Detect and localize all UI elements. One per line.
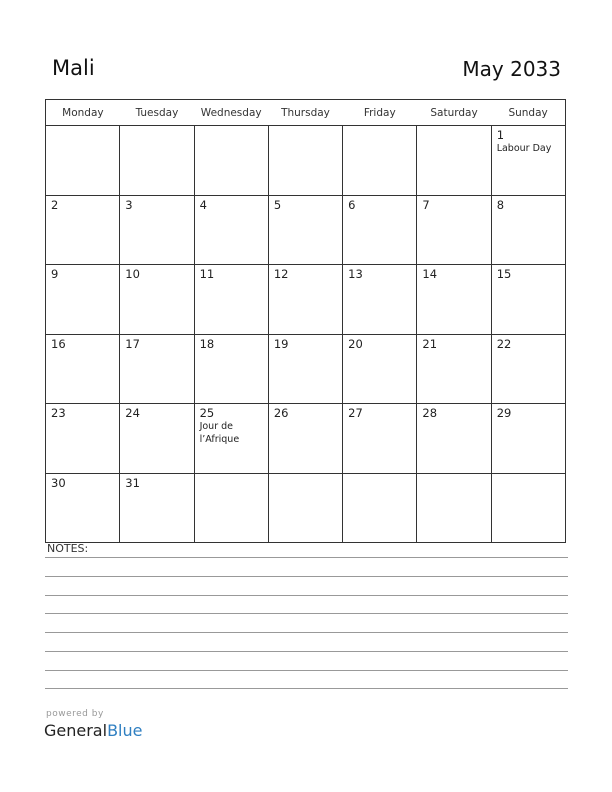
day-cell — [120, 265, 194, 335]
day-number: 8 — [496, 197, 505, 212]
day-cell — [417, 126, 491, 196]
day-number: 12 — [273, 267, 289, 281]
day-number: 1 — [496, 128, 505, 142]
weekday-header: Thursday — [268, 100, 342, 126]
day-number: 19 — [273, 336, 289, 351]
weekday-header: Monday — [46, 100, 120, 126]
day-number: 13 — [348, 267, 363, 281]
day-cell — [194, 195, 268, 265]
week-row — [46, 473, 566, 543]
day-cell — [417, 265, 491, 335]
weekday-header: Saturday — [417, 100, 491, 126]
day-cell — [194, 404, 268, 474]
day-cell — [120, 334, 194, 404]
country-title: Mali — [52, 56, 95, 80]
note-line — [45, 557, 568, 558]
day-number: 9 — [51, 267, 59, 281]
day-cell — [120, 473, 194, 543]
week-row — [46, 404, 566, 474]
day-cell — [268, 195, 342, 265]
day-number: 5 — [273, 197, 282, 212]
day-number: 22 — [496, 336, 512, 351]
day-cell — [46, 334, 120, 404]
calendar-grid — [45, 99, 566, 543]
day-cell — [491, 334, 565, 404]
brand-blue: Blue — [107, 721, 143, 740]
day-cell — [194, 126, 268, 196]
day-cell — [268, 404, 342, 474]
week-row — [46, 265, 566, 335]
day-number: 25 — [199, 406, 215, 420]
day-number: 7 — [422, 197, 430, 212]
day-cell — [268, 473, 342, 543]
note-line — [45, 576, 568, 577]
note-line — [45, 651, 568, 652]
day-cell — [268, 265, 342, 335]
day-cell — [120, 126, 194, 196]
day-cell — [268, 334, 342, 404]
day-cell — [343, 126, 417, 196]
note-line — [45, 632, 568, 633]
day-cell — [46, 265, 120, 335]
day-cell — [491, 195, 565, 265]
note-line — [45, 688, 568, 689]
day-cell — [417, 334, 491, 404]
holiday-label: Jour de l’Afrique — [199, 421, 240, 445]
day-cell — [343, 265, 417, 335]
day-cell — [194, 334, 268, 404]
day-number: 3 — [125, 197, 133, 212]
day-cell — [417, 473, 491, 543]
day-number: 17 — [125, 336, 140, 351]
day-number: 2 — [51, 197, 59, 212]
day-number: 24 — [125, 406, 140, 420]
day-cell — [491, 126, 565, 196]
brand-general: General — [44, 721, 108, 740]
month-year-title: May 2033 — [462, 57, 561, 81]
day-cell — [120, 404, 194, 474]
holiday-label: Labour Day — [496, 143, 552, 154]
day-number: 20 — [348, 336, 363, 351]
day-cell — [46, 195, 120, 265]
day-cell — [417, 404, 491, 474]
weekday-header: Wednesday — [194, 100, 268, 126]
week-row — [46, 195, 566, 265]
note-line — [45, 613, 568, 614]
day-cell — [343, 473, 417, 543]
notes-label: NOTES: — [47, 542, 89, 555]
day-number: 27 — [348, 406, 363, 420]
day-number: 15 — [496, 267, 512, 281]
note-line — [45, 595, 568, 596]
day-cell — [343, 334, 417, 404]
day-cell — [46, 126, 120, 196]
weekday-header-row — [46, 100, 566, 126]
day-number: 4 — [199, 197, 207, 212]
week-row — [46, 126, 566, 196]
day-number: 23 — [51, 406, 66, 420]
day-number: 26 — [273, 406, 289, 420]
day-cell — [491, 265, 565, 335]
day-cell — [491, 473, 565, 543]
day-number: 29 — [496, 406, 512, 420]
day-number: 16 — [51, 336, 66, 351]
day-number: 31 — [125, 475, 140, 490]
day-number: 6 — [348, 197, 356, 212]
week-row — [46, 334, 566, 404]
day-cell — [343, 195, 417, 265]
day-cell — [46, 473, 120, 543]
generalblue-logo[interactable] — [44, 721, 142, 740]
day-cell — [491, 404, 565, 474]
note-line — [45, 670, 568, 671]
powered-by-text: powered by — [46, 709, 104, 719]
day-cell — [46, 404, 120, 474]
day-cell — [417, 195, 491, 265]
day-cell — [120, 195, 194, 265]
weekday-header: Sunday — [491, 100, 565, 126]
day-number: 30 — [51, 475, 66, 490]
day-number: 14 — [422, 267, 438, 281]
day-number: 21 — [422, 336, 438, 351]
day-cell — [268, 126, 342, 196]
day-cell — [194, 265, 268, 335]
day-cell — [343, 404, 417, 474]
day-number: 10 — [125, 267, 140, 281]
weekday-header: Tuesday — [120, 100, 194, 126]
day-number: 18 — [199, 336, 215, 351]
day-number: 11 — [199, 267, 215, 281]
day-number: 28 — [422, 406, 438, 420]
weekday-header: Friday — [343, 100, 417, 126]
day-cell — [194, 473, 268, 543]
